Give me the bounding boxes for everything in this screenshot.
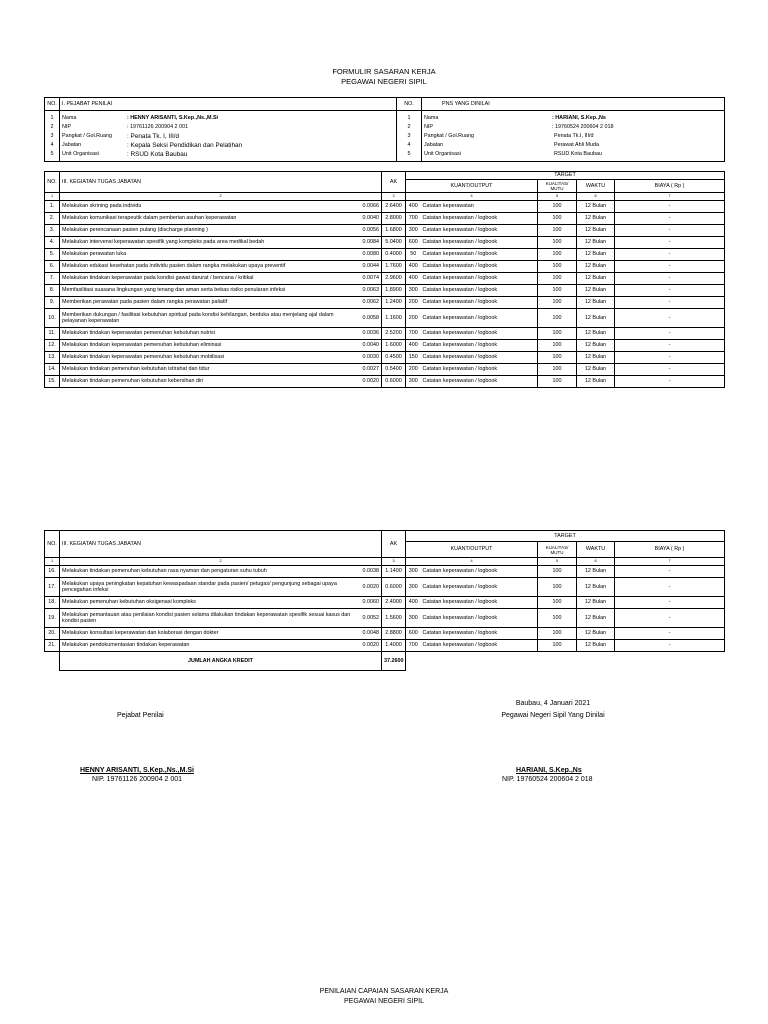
task-cost: - — [615, 609, 725, 628]
task-total-ak: 1.4000 — [382, 640, 406, 652]
task-ak: 0.0020 — [360, 640, 382, 652]
kegiatan-title: III. KEGIATAN TUGAS JABATAN — [60, 531, 382, 558]
task-ak: 0.0048 — [360, 628, 382, 640]
task-cost: - — [615, 376, 725, 388]
task-total-ak: 1.6800 — [382, 225, 406, 237]
task-quality: 100 — [538, 237, 577, 249]
col-num: 6 — [577, 193, 615, 201]
task-cost: - — [615, 640, 725, 652]
form-title: FORMULIR SASARAN KERJA — [332, 67, 436, 76]
task-total-ak: 2.6400 — [382, 201, 406, 213]
penilai-name: : HENNY ARISANTI, S.Kep.,Ns.,M.Si — [127, 114, 219, 121]
task-description: Memberikan perawatan pada pasien dalam rangka perawatan paliatif — [60, 297, 360, 309]
task-row — [45, 364, 725, 376]
task-ak: 0.0040 — [360, 213, 382, 225]
col-num: 2 — [60, 193, 382, 201]
task-output: Catatan keperawatan / logbook — [421, 285, 538, 297]
col-num: 1 — [45, 558, 60, 566]
task-cost: - — [615, 249, 725, 261]
task-time: 12 Bulan — [577, 297, 615, 309]
task-quality: 100 — [538, 578, 577, 597]
task-row — [45, 225, 725, 237]
task-quality: 100 — [538, 201, 577, 213]
col-num: 7 — [615, 193, 725, 201]
task-row — [45, 597, 725, 609]
task-row — [45, 273, 725, 285]
place-date: Baubau, 4 Januari 2021 — [515, 700, 591, 707]
task-output: Catatan keperawatan / logbook — [421, 352, 538, 364]
task-no: 1. — [45, 201, 60, 213]
task-description: Melakukan upaya peningkatan kepatuhan kewaspadaan standar pada pasien/ petugas/ pengunjung sebagai upaya pencegahan infeksi — [60, 578, 360, 597]
task-no: 21. — [45, 640, 60, 652]
task-description: Melakukan komunikasi terapeutik dalam pemberian asuhan keperawatan — [60, 213, 360, 225]
biaya-header: BIAYA ( Rp ) — [615, 180, 725, 193]
task-time: 12 Bulan — [577, 309, 615, 328]
task-row — [45, 297, 725, 309]
task-no: 3. — [45, 225, 60, 237]
col-num: 4 — [406, 193, 538, 201]
task-total-ak: 2.5200 — [382, 328, 406, 340]
penilai-nip: : 19761126 200904 2 001 — [127, 123, 189, 130]
task-no: 17. — [45, 578, 60, 597]
task-no: 19. — [45, 609, 60, 628]
target-header: TARGET — [406, 531, 725, 542]
task-quality: 100 — [538, 340, 577, 352]
task-row — [45, 309, 725, 328]
ak-header: AK — [382, 531, 406, 558]
kuant-header: KUANT/OUTPUT — [406, 542, 538, 558]
col-num: 5 — [538, 558, 577, 566]
penilai-details: Nama : HENNY ARISANTI, S.Kep.,Ns.,M.Si NIP : 19761126 200904 2 001 Pangkat / Gol.Ruang : Penata Tk. I, III/d Jabatan : Kepala Seksi Pendidikan dan Pelatihan Unit Organisasi : RSUD Kota Baubau — [60, 111, 397, 162]
task-time: 12 Bulan — [577, 578, 615, 597]
col-num: 5 — [538, 193, 577, 201]
task-time: 12 Bulan — [577, 340, 615, 352]
task-time: 12 Bulan — [577, 249, 615, 261]
task-row — [45, 340, 725, 352]
task-no: 7. — [45, 273, 60, 285]
task-row — [45, 566, 725, 578]
kualitas-header: KUALITAS/ MUTU — [538, 542, 577, 558]
col-num: 3 — [382, 558, 406, 566]
no-header: NO. — [45, 98, 60, 111]
task-time: 12 Bulan — [577, 225, 615, 237]
task-cost: - — [615, 328, 725, 340]
task-quantity: 300 — [406, 376, 421, 388]
task-quantity: 400 — [406, 201, 421, 213]
task-no: 16. — [45, 566, 60, 578]
task-quality: 100 — [538, 285, 577, 297]
task-time: 12 Bulan — [577, 273, 615, 285]
task-cost: - — [615, 261, 725, 273]
task-no: 10. — [45, 309, 60, 328]
task-row — [45, 261, 725, 273]
task-quantity: 300 — [406, 566, 421, 578]
task-quality: 100 — [538, 249, 577, 261]
task-description: Melakukan perawatan luka — [60, 249, 360, 261]
task-output: Catatan keperawatan / logbook — [421, 364, 538, 376]
task-no: 2. — [45, 213, 60, 225]
task-description: Melakukan konsultasi keperawatan dan kolaborasi dengan dokter — [60, 628, 360, 640]
task-quantity: 200 — [406, 364, 421, 376]
task-ak: 0.0056 — [360, 225, 382, 237]
penilai-signature-name: HENNY ARISANTI, S.Kep.,Ns.,M.Si — [80, 767, 194, 774]
task-description: Melakukan skrining pada individu — [60, 201, 360, 213]
task-quality: 100 — [538, 352, 577, 364]
task-output: Catatan keperawatan / logbook — [421, 376, 538, 388]
task-quality: 100 — [538, 225, 577, 237]
footer-subtitle: PEGAWAI NEGERI SIPIL — [343, 998, 424, 1005]
task-time: 12 Bulan — [577, 628, 615, 640]
task-output: Catatan keperawatan / logbook — [421, 609, 538, 628]
kegiatan-title: III. KEGIATAN TUGAS JABATAN — [60, 172, 382, 193]
task-row — [45, 249, 725, 261]
dinilai-unit: RSUD Kota Baubau — [554, 150, 602, 157]
task-quantity: 300 — [406, 285, 421, 297]
task-quantity: 700 — [406, 328, 421, 340]
task-output: Catatan keperawatan / logbook — [421, 273, 538, 285]
task-quantity: 200 — [406, 309, 421, 328]
task-quantity: 400 — [406, 261, 421, 273]
task-cost: - — [615, 213, 725, 225]
dinilai-pangkat: Penata Tk.I, III/d — [554, 132, 594, 139]
identity-table — [44, 97, 725, 162]
task-ak: 0.0027 — [360, 364, 382, 376]
task-row — [45, 609, 725, 628]
task-time: 12 Bulan — [577, 609, 615, 628]
task-total-ak: 1.1400 — [382, 566, 406, 578]
task-quantity: 150 — [406, 352, 421, 364]
task-output: Catatan keperawatan / logbook — [421, 249, 538, 261]
task-no: 5. — [45, 249, 60, 261]
total-label: JUMLAH ANGKA KREDIT — [60, 652, 382, 671]
task-total-ak: 2.4000 — [382, 597, 406, 609]
task-cost: - — [615, 340, 725, 352]
penilai-numbers: 1 2 3 4 5 — [45, 111, 60, 162]
task-cost: - — [615, 628, 725, 640]
task-description: Melakukan pemenuhan kebutuhan oksigenasi kompleks — [60, 597, 360, 609]
footer-title: PENILAIAN CAPAIAN SASARAN KERJA — [319, 988, 449, 995]
task-description: Melakukan pemantauan atau penilaian kondisi pasien selama dilakukan tindakan keperawatan spesifik sesuai kasus dan kondisi pasien — [60, 609, 360, 628]
task-ak: 0.0044 — [360, 261, 382, 273]
col-num: 4 — [406, 558, 538, 566]
task-description: Memfasilitasi suasana lingkungan yang tenang dan aman serta bebas risiko penularan infeksi — [60, 285, 360, 297]
task-row — [45, 237, 725, 249]
penilai-jabatan: : Kepala Seksi Pendidikan dan Pelatihan — [127, 141, 243, 149]
task-time: 12 Bulan — [577, 640, 615, 652]
task-ak: 0.0060 — [360, 597, 382, 609]
total-value: 37.2600 — [382, 652, 406, 671]
task-ak: 0.0058 — [360, 309, 382, 328]
task-quantity: 700 — [406, 213, 421, 225]
task-total-ak: 0.4500 — [382, 352, 406, 364]
task-output: Catatan keperawatan / logbook — [421, 225, 538, 237]
task-total-ak: 0.6000 — [382, 578, 406, 597]
task-quality: 100 — [538, 640, 577, 652]
task-output: Catatan keperawatan — [421, 201, 538, 213]
task-description: Melakukan tindakan pemenuhan kebutuhan rasa nyaman dan pengaturan suhu tubuh — [60, 566, 360, 578]
task-description: Melakukan tindakan pemenuhan kebutuhan kebersihan diri — [60, 376, 360, 388]
task-total-ak: 1.5600 — [382, 609, 406, 628]
task-description: Melakukan tindakan keperawatan pemenuhan kebutuhan mobilisasi — [60, 352, 360, 364]
task-row — [45, 352, 725, 364]
task-no: 11. — [45, 328, 60, 340]
task-output: Catatan keperawatan / logbook — [421, 566, 538, 578]
task-output: Catatan keperawatan / logbook — [421, 213, 538, 225]
task-quality: 100 — [538, 566, 577, 578]
task-description: Melakukan pendokumentasian tindakan keperawatan — [60, 640, 360, 652]
task-quality: 100 — [538, 364, 577, 376]
task-quantity: 400 — [406, 597, 421, 609]
col-num: 3 — [382, 193, 406, 201]
penilai-heading: I. PEJABAT PENILAI — [60, 98, 397, 111]
task-quantity: 600 — [406, 628, 421, 640]
task-description: Memberikan dukungan / fasilitasi kebutuhan spiritual pada kondisi kehilangan, berduka atau menjelang ajal dalam pelayanan keperawatan — [60, 309, 360, 328]
task-time: 12 Bulan — [577, 328, 615, 340]
task-time: 12 Bulan — [577, 364, 615, 376]
task-cost: - — [615, 364, 725, 376]
dinilai-signature-nip: NIP. 19760524 200604 2 018 — [502, 776, 593, 783]
task-cost: - — [615, 578, 725, 597]
task-quality: 100 — [538, 213, 577, 225]
penilai-unit: : RSUD Kota Baubau — [127, 150, 188, 158]
waktu-header: WAKTU — [577, 180, 615, 193]
task-description: Melakukan tindakan keperawatan pemenuhan kebutuhan nutrisi — [60, 328, 360, 340]
task-total-ak: 0.4000 — [382, 249, 406, 261]
task-quality: 100 — [538, 597, 577, 609]
task-ak: 0.0038 — [360, 566, 382, 578]
col-num: 2 — [60, 558, 382, 566]
task-ak: 0.0074 — [360, 273, 382, 285]
col-num: 6 — [577, 558, 615, 566]
task-row — [45, 628, 725, 640]
task-total-ak: 0.6000 — [382, 376, 406, 388]
task-no: 13. — [45, 352, 60, 364]
task-time: 12 Bulan — [577, 261, 615, 273]
dinilai-details: Nama : HARIANI, S.Kep.,Ns NIP : 19760524 200604 2 018 Pangkat / Gol.Ruang Penata Tk.I, III/d Jabatan Perawat Ahli Muda Unit Organisasi RSUD Kota Baubau — [422, 111, 725, 162]
task-output: Catatan keperawatan / logbook — [421, 578, 538, 597]
task-total-ak: 1.8900 — [382, 285, 406, 297]
task-no: 9. — [45, 297, 60, 309]
waktu-header: WAKTU — [577, 542, 615, 558]
task-quality: 100 — [538, 328, 577, 340]
task-ak: 0.0066 — [360, 201, 382, 213]
penilai-signature-nip: NIP. 19761126 200904 2 001 — [92, 776, 183, 783]
penilai-pangkat: : Penata Tk. I, III/d — [127, 132, 180, 140]
task-quantity: 600 — [406, 237, 421, 249]
task-time: 12 Bulan — [577, 201, 615, 213]
task-no: 15. — [45, 376, 60, 388]
task-no: 20. — [45, 628, 60, 640]
task-description: Melakukan edukasi kesehatan pada individu pasien dalam rangka melakukan upaya preventif — [60, 261, 360, 273]
task-quantity: 300 — [406, 578, 421, 597]
task-row — [45, 328, 725, 340]
task-output: Catatan keperawatan / logbook — [421, 261, 538, 273]
task-no: 6. — [45, 261, 60, 273]
task-output: Catatan keperawatan / logbook — [421, 597, 538, 609]
task-cost: - — [615, 225, 725, 237]
task-cost: - — [615, 285, 725, 297]
task-quality: 100 — [538, 609, 577, 628]
task-ak: 0.0080 — [360, 249, 382, 261]
task-time: 12 Bulan — [577, 566, 615, 578]
dinilai-name: : HARIANI, S.Kep.,Ns — [552, 114, 606, 121]
task-ak: 0.0036 — [360, 328, 382, 340]
col-num: 1 — [45, 193, 60, 201]
task-row — [45, 578, 725, 597]
task-cost: - — [615, 597, 725, 609]
task-output: Catatan keperawatan / logbook — [421, 237, 538, 249]
dinilai-role: Pegawai Negeri Sipil Yang Dinilai — [501, 712, 605, 719]
task-quantity: 300 — [406, 609, 421, 628]
task-quality: 100 — [538, 376, 577, 388]
task-description: Melakukan tindakan keperawatan pada kondisi gawat darurat / bencana / kritikal — [60, 273, 360, 285]
task-output: Catatan keperawatan / logbook — [421, 309, 538, 328]
task-cost: - — [615, 352, 725, 364]
kegiatan-no-header: NO. — [45, 531, 60, 558]
task-cost: - — [615, 237, 725, 249]
ak-header: AK — [382, 172, 406, 193]
task-no: 8. — [45, 285, 60, 297]
task-total-ak: 1.7600 — [382, 261, 406, 273]
task-cost: - — [615, 201, 725, 213]
task-total-ak: 2.8000 — [382, 213, 406, 225]
task-quantity: 50 — [406, 249, 421, 261]
task-description: Melakukan tindakan pemenuhan kebutuhan istirahat dan tidur — [60, 364, 360, 376]
kegiatan-no-header: NO. — [45, 172, 60, 193]
dinilai-signature-name: HARIANI, S.Kep.,Ns — [516, 767, 582, 774]
task-total-ak: 1.6000 — [382, 340, 406, 352]
task-quality: 100 — [538, 273, 577, 285]
task-total-ak: 0.5400 — [382, 364, 406, 376]
task-row — [45, 201, 725, 213]
task-quality: 100 — [538, 309, 577, 328]
task-description: Melakukan intervensi keperawatan spesifik yang kompleks pada area medikal bedah — [60, 237, 360, 249]
task-time: 12 Bulan — [577, 213, 615, 225]
task-description: Melakukan tindakan keperawatan pemenuhan kebutuhan eliminasi — [60, 340, 360, 352]
penilai-role: Pejabat Penilai — [117, 712, 164, 719]
task-time: 12 Bulan — [577, 597, 615, 609]
task-quality: 100 — [538, 628, 577, 640]
col-num: 7 — [615, 558, 725, 566]
task-quality: 100 — [538, 261, 577, 273]
form-subtitle: PEGAWAI NEGERI SIPIL — [341, 77, 427, 86]
task-output: Catatan keperawatan / logbook — [421, 297, 538, 309]
task-total-ak: 1.2400 — [382, 297, 406, 309]
task-row — [45, 285, 725, 297]
task-output: Catatan keperawatan / logbook — [421, 640, 538, 652]
task-quantity: 400 — [406, 340, 421, 352]
task-output: Catatan keperawatan / logbook — [421, 328, 538, 340]
dinilai-nip: : 19760524 200604 2 018 — [552, 123, 614, 130]
task-time: 12 Bulan — [577, 285, 615, 297]
task-ak: 0.0084 — [360, 237, 382, 249]
task-ak: 0.0052 — [360, 609, 382, 628]
task-row — [45, 640, 725, 652]
task-table-1 — [44, 171, 725, 388]
task-time: 12 Bulan — [577, 352, 615, 364]
task-quantity: 200 — [406, 297, 421, 309]
task-quantity: 700 — [406, 640, 421, 652]
task-description: Melakukan perencanaan pasien pulang (discharge planning ) — [60, 225, 360, 237]
task-total-ak: 1.1600 — [382, 309, 406, 328]
task-ak: 0.0020 — [360, 376, 382, 388]
task-quantity: 400 — [406, 273, 421, 285]
task-output: Catatan keperawatan / logbook — [421, 628, 538, 640]
target-header: TARGET — [406, 172, 725, 180]
task-ak: 0.0062 — [360, 297, 382, 309]
task-ak: 0.0063 — [360, 285, 382, 297]
task-total-ak: 5.0400 — [382, 237, 406, 249]
task-cost: - — [615, 273, 725, 285]
task-total-ak: 2.8800 — [382, 628, 406, 640]
task-time: 12 Bulan — [577, 376, 615, 388]
task-total-ak: 2.9600 — [382, 273, 406, 285]
task-ak: 0.0040 — [360, 340, 382, 352]
dinilai-jabatan: Perawat Ahli Muda — [554, 141, 599, 148]
task-ak: 0.0020 — [360, 578, 382, 597]
task-no: 14. — [45, 364, 60, 376]
task-quantity: 300 — [406, 225, 421, 237]
kuant-header: KUANT/OUTPUT — [406, 180, 538, 193]
task-table-2 — [44, 530, 725, 671]
task-row — [45, 376, 725, 388]
task-time: 12 Bulan — [577, 237, 615, 249]
task-cost: - — [615, 309, 725, 328]
task-cost: - — [615, 566, 725, 578]
dinilai-heading: PNS YANG DINILAI — [422, 98, 725, 111]
task-no: 4. — [45, 237, 60, 249]
kualitas-header: KUALITAS/ MUTU — [538, 180, 577, 193]
no-header-2: NO. — [397, 98, 422, 111]
task-row — [45, 213, 725, 225]
task-ak: 0.0030 — [360, 352, 382, 364]
biaya-header: BIAYA ( Rp ) — [615, 542, 725, 558]
task-quality: 100 — [538, 297, 577, 309]
task-cost: - — [615, 297, 725, 309]
task-output: Catatan keperawatan / logbook — [421, 340, 538, 352]
dinilai-numbers: 1 2 3 4 5 — [397, 111, 422, 162]
task-no: 12. — [45, 340, 60, 352]
task-no: 18. — [45, 597, 60, 609]
